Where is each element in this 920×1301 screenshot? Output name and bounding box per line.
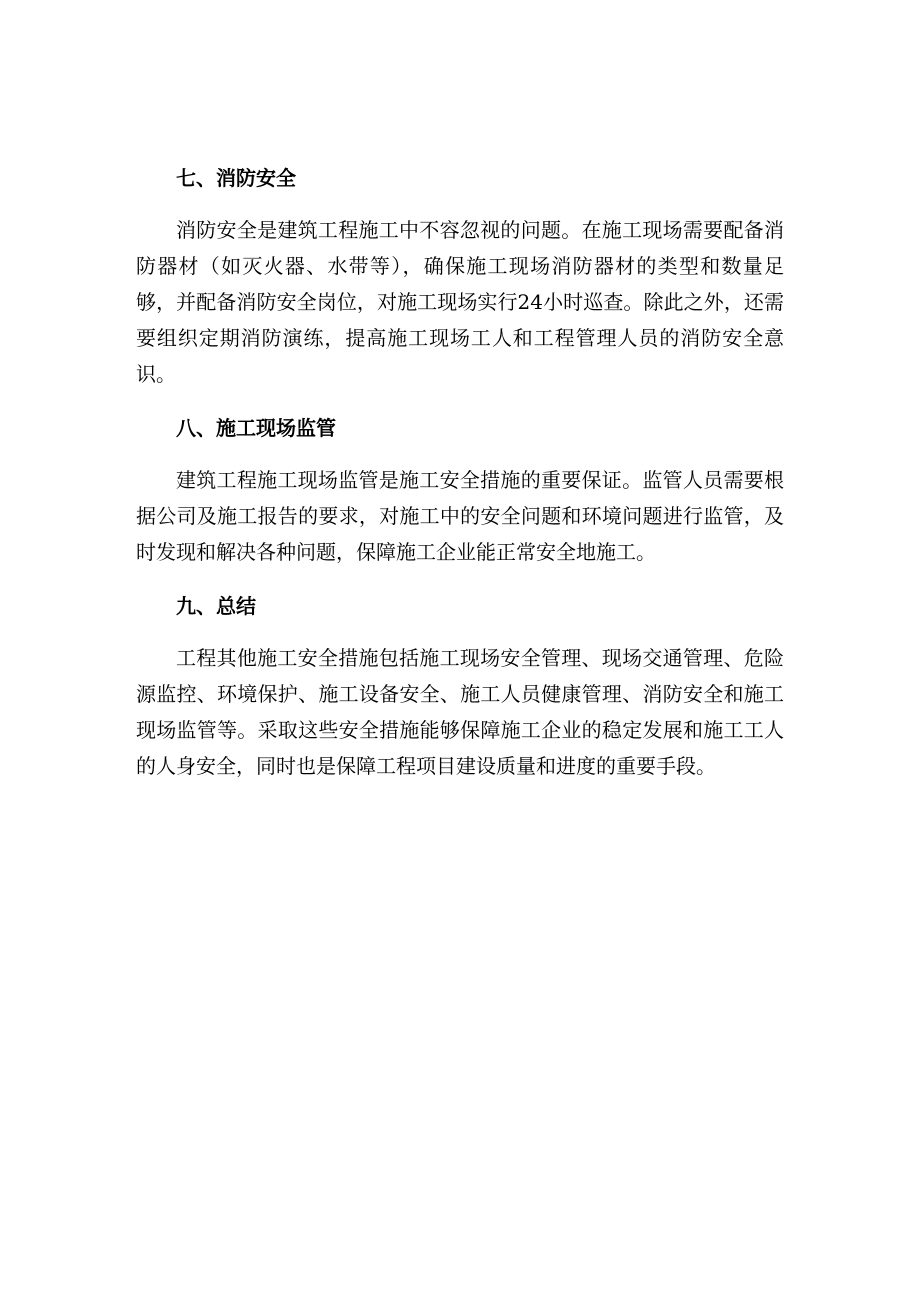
section-heading-summary: 九、总结: [176, 594, 256, 618]
document-body: [136, 160, 784, 784]
section-heading-site-supervision: 八、施工现场监管: [176, 416, 336, 440]
section-paragraph-summary: 工程其他施工安全措施包括施工现场安全管理、现场交通管理、危险源监控、环境保护、施工设备安全、施工人员健康管理、消防安全和施工现场监管等。采取这些安全措施能够保障施工企业的稳定发展和施工工人的人身安全，同时也是保障工程项目建设质量和进度的重要手段。: [136, 646, 784, 778]
section-paragraph-fire-safety: 消防安全是建筑工程施工中不容忽视的问题。在施工现场需要配备消防器材（如灭火器、水带等），确保施工现场消防器材的类型和数量足够，并配备消防安全岗位，对施工现场实行24小时巡查。除此之外，还需要组织定期消防演练，提高施工现场工人和工程管理人员的消防安全意识。: [136, 218, 784, 386]
section-paragraph-site-supervision: 建筑工程施工现场监管是施工安全措施的重要保证。监管人员需要根据公司及施工报告的要求，对施工中的安全问题和环境问题进行监管，及时发现和解决各种问题，保障施工企业能正常安全地施工。: [136, 468, 784, 564]
section-heading-fire-safety: 七、消防安全: [176, 166, 296, 190]
